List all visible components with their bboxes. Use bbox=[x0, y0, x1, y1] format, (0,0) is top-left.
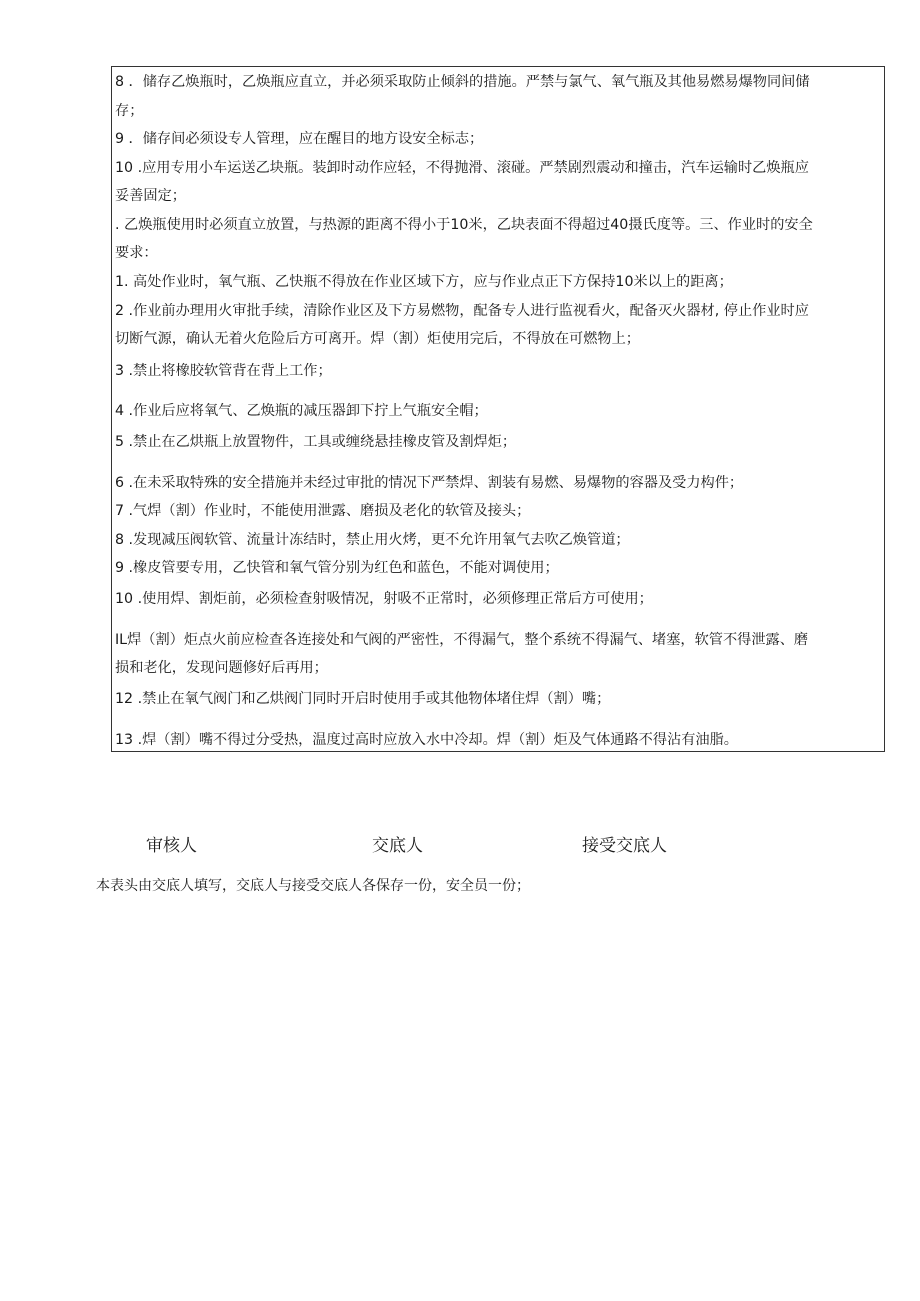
list-item: 6 .在未采取特殊的安全措施并未经过审批的情况下严禁焊、割装有易燃、易爆物的容器及受力构件； bbox=[115, 475, 744, 491]
footnote: 本表头由交底人填写，交底人与接受交底人各保存一份，安全员一份； bbox=[96, 878, 530, 894]
list-item: 7 .气焊（割）作业时，不能使用泄露、磨损及老化的软管及接头； bbox=[115, 503, 531, 519]
list-item: 10 .应用专用小车运送乙块瓶。装卸时动作应轻，不得抛滑、滚碰。严禁剧烈震动和撞击，汽车运输时乙焕瓶应 bbox=[115, 160, 809, 176]
discloser-label: 交底人 bbox=[372, 836, 423, 856]
list-item-continuation: 存； bbox=[115, 103, 144, 119]
list-item: 4 .作业后应将氧气、乙焕瓶的减压器卸下拧上气瓶安全帽； bbox=[115, 403, 488, 419]
list-item: 2 .作业前办理用火审批手续，清除作业区及下方易燃物，配备专人进行监视看火，配备灭火器材, 停止作业时应 bbox=[115, 303, 809, 319]
list-item: 5 .禁止在乙烘瓶上放置物件，工具或缠绕悬挂橡皮管及割焊炬； bbox=[115, 434, 517, 450]
list-item-continuation: 要求： bbox=[115, 245, 158, 261]
list-item: 1. 高处作业时，氧气瓶、乙快瓶不得放在作业区域下方，应与作业点正下方保持10米以上的距离； bbox=[115, 274, 733, 290]
list-item: 12 .禁止在氧气阀门和乙烘阀门同时开启时使用手或其他物体堵住焊（割）嘴； bbox=[115, 691, 611, 707]
reviewer-label: 审核人 bbox=[146, 836, 197, 856]
list-item-continuation: 妥善固定； bbox=[115, 188, 186, 204]
list-item: 10 .使用焊、割炬前，必须检查射吸情况，射吸不正常时，必须修理正常后方可使用； bbox=[115, 591, 653, 607]
receiver-label: 接受交底人 bbox=[582, 836, 667, 856]
list-item: . 乙焕瓶使用时必须直立放置，与热源的距离不得小于10米，乙块表面不得超过40摄氏度等。三、作业时的安全 bbox=[115, 217, 813, 233]
list-item: 8 ．储存乙焕瓶时，乙焕瓶应直立，并必须采取防止倾斜的措施。严禁与氯气、氧气瓶及其他易燃易爆物同间储 bbox=[115, 74, 810, 90]
list-item-continuation: 损和老化，发现问题修好后再用； bbox=[115, 660, 328, 676]
list-item: 9 .橡皮管要专用，乙快管和氧气管分别为红色和蓝色，不能对调使用； bbox=[115, 560, 559, 576]
list-item: 3 .禁止将橡胶软管背在背上工作； bbox=[115, 363, 332, 379]
list-item: 9 ．储存间必须设专人管理，应在醒目的地方设安全标志； bbox=[115, 131, 484, 147]
list-item: 8 .发现减压阀软管、流量计冻结时，禁止用火烤，更不允许用氧气去吹乙焕管道； bbox=[115, 532, 630, 548]
list-item: 13 .焊（割）嘴不得过分受热，温度过高时应放入水中冷却。焊（割）炬及气体通路不得沾有油脂。 bbox=[115, 732, 738, 748]
list-item-continuation: 切断气源，确认无着火危险后方可离开。焊（割）炬使用完后，不得放在可燃物上； bbox=[115, 331, 640, 347]
list-item: IL焊（割）炬点火前应检查各连接处和气阀的严密性，不得漏气，整个系统不得漏气、堵塞，软管不得泄露、磨 bbox=[115, 632, 809, 648]
